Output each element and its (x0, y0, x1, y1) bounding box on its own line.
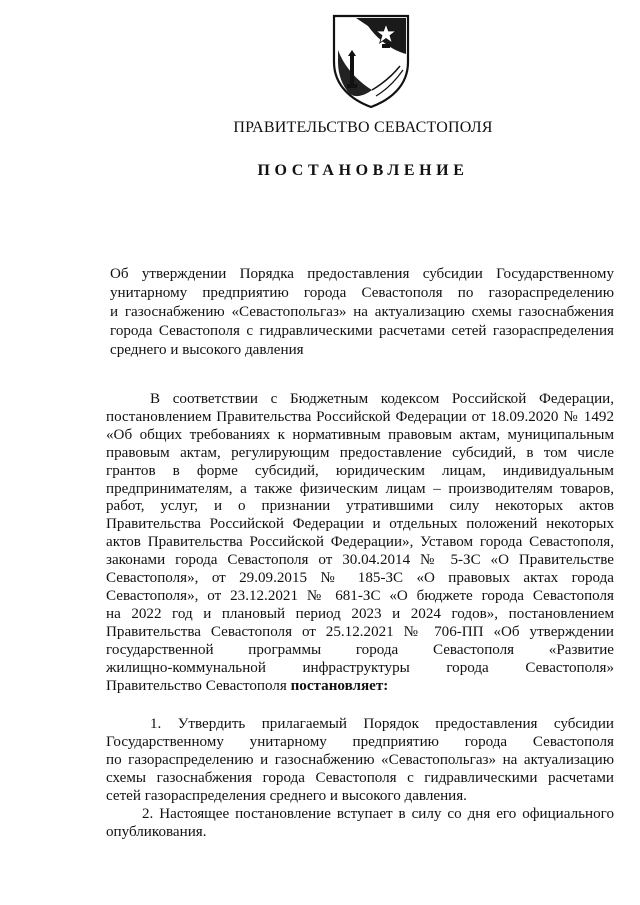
organization-name: ПРАВИТЕЛЬСТВО СЕВАСТОПОЛЯ (233, 119, 493, 136)
preamble-line: работ, услуг, и о признании утратившими силу некоторых актов (106, 498, 614, 515)
item-line: Государственному унитарному предприятию города Севастополя (106, 733, 614, 750)
preamble-line: законами города Севастополя от 30.04.2014 № 5-ЗС «О Правительстве (106, 552, 614, 569)
document-title (110, 265, 614, 360)
preamble-line: на 2022 год и плановый период 2023 и 2024 годов», постановлением (106, 605, 614, 622)
preamble-line: Севастополя», от 23.12.2021 № 681-ЗС «О бюджете города Севастополя (106, 587, 614, 604)
title-line: и газоснабжению «Севастопольгаз» на актуализацию схемы газоснабжения (110, 304, 614, 320)
title-line: среднего и высокого давления (110, 342, 304, 358)
preamble-line: жилищно-коммунальной инфраструктуры города Севастополя» (106, 659, 614, 676)
preamble-line: Севастополя», от 29.09.2015 № 185-ЗС «О правовых актах города (106, 570, 614, 587)
resolution-item-2 (106, 806, 614, 842)
item-line: опубликования. (106, 823, 207, 840)
preamble-line: правовым актам, регулирующим предоставление субсидий, в том числе (106, 444, 614, 461)
preamble-line: «Об общих требованиях к нормативным правовым актам, муниципальным (106, 426, 614, 443)
item-line: 2. Настоящее постановление вступает в силу со дня его официального (142, 806, 614, 822)
title-line: Об утверждении Порядка предоставления субсидии Государственному (110, 266, 614, 282)
item-line: по газораспределению и газоснабжению «Севастопольгаз» на актуализацию (106, 751, 614, 768)
preamble-paragraph (106, 391, 614, 695)
preamble-closing-line (106, 678, 614, 696)
preamble-line: государственной программы города Севастополя «Развитие (106, 641, 614, 658)
preamble-line: В соответствии с Бюджетным кодексом Российской Федерации, (150, 391, 614, 407)
document-type: ПОСТАНОВЛЕНИЕ (257, 162, 469, 179)
preamble-closing-text: Правительство Севастополя (106, 677, 291, 694)
preamble-line: Правительства Севастополя от 25.12.2021 № 706-ПП «Об утверждении (106, 623, 614, 640)
resolution-item-1 (106, 716, 614, 806)
coat-of-arms-icon (326, 10, 416, 110)
item-line: сетей газораспределения среднего и высокого давления. (106, 787, 467, 804)
title-line: города Севастополя с гидравлическими расчетами сетей газораспределения (110, 323, 614, 339)
item-line: схемы газоснабжения города Севастополя с гидравлическими расчетами (106, 769, 614, 786)
preamble-resolves-text: постановляет: (290, 677, 389, 694)
preamble-line: грантов в форме субсидий, юридическим лицам, индивидуальным (106, 462, 614, 479)
preamble-line: предпринимателям, а также физическим лицам – производителям товаров, (106, 480, 614, 497)
preamble-line: актов Правительства Российской Федерации», Уставом города Севастополя, (106, 534, 614, 551)
preamble-line: Правительства Российской Федерации и отдельных положений некоторых (106, 516, 614, 533)
item-line: 1. Утвердить прилагаемый Порядок предоставления субсидии (150, 716, 614, 732)
preamble-line: постановлением Правительства Российской Федерации от 18.09.2020 № 1492 (106, 408, 614, 425)
title-line: унитарному предприятию города Севастополя по газораспределению (110, 285, 614, 301)
